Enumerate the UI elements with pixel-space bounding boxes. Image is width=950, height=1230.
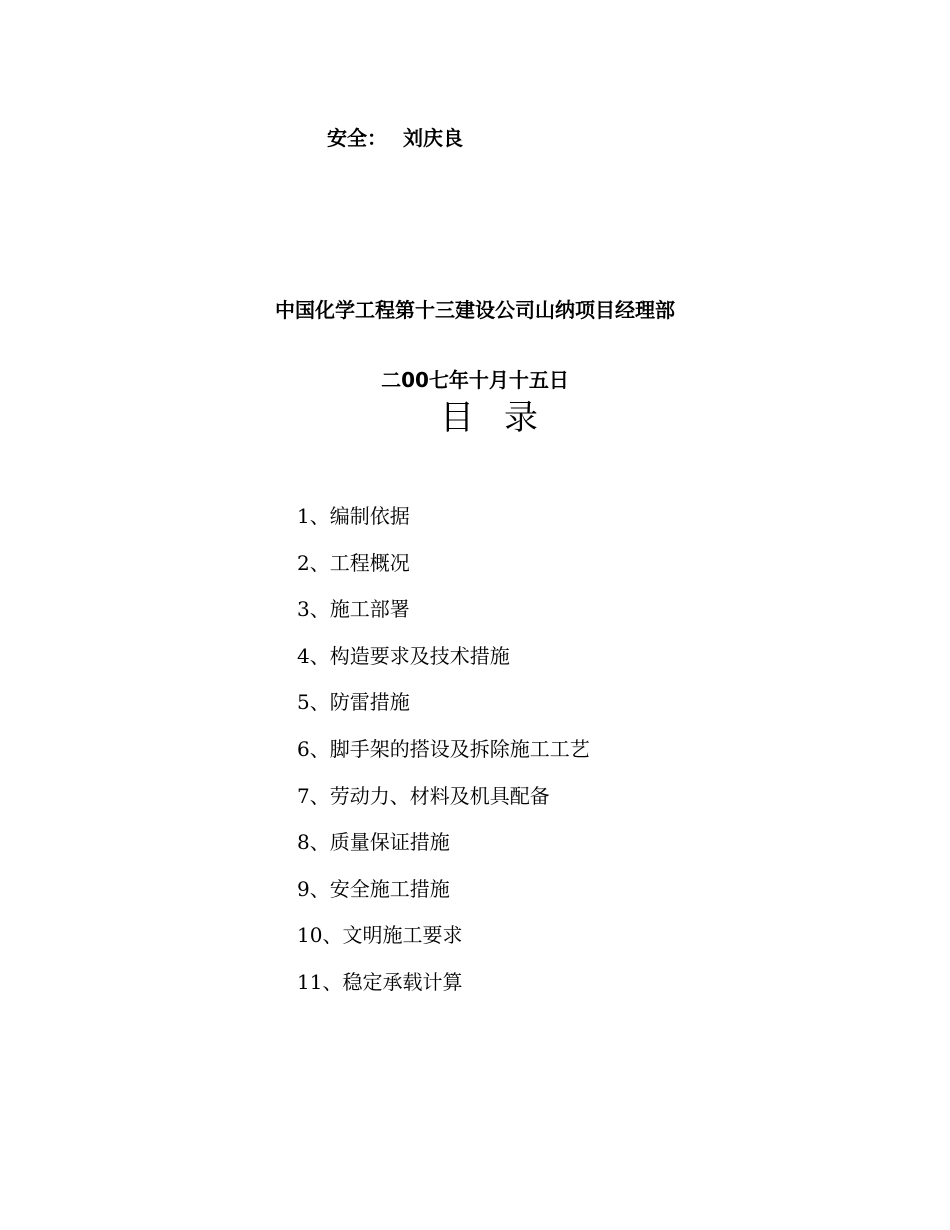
toc-item: 8、质量保证措施 (297, 830, 450, 855)
toc-item: 2、工程概况 (297, 550, 410, 575)
toc-item: 3、施工部署 (297, 597, 410, 622)
toc-item: 10、文明施工要求 (297, 923, 463, 948)
toc-item: 11、稳定承载计算 (297, 969, 463, 994)
toc-item: 9、安全施工措施 (297, 876, 450, 901)
document-date: 二00七年十月十五日 (381, 368, 569, 392)
safety-officer-name: 刘庆良 (403, 126, 463, 150)
table-of-contents (297, 502, 590, 1015)
toc-item: 7、劳动力、材料及机具配备 (297, 783, 550, 808)
safety-officer-line (327, 124, 463, 152)
toc-item: 6、脚手架的搭设及拆除施工工艺 (297, 736, 590, 761)
safety-label: 安全： (327, 126, 387, 150)
company-name: 中国化学工程第十三建设公司山纳项目经理部 (275, 298, 675, 322)
toc-title: 目录 (440, 398, 568, 438)
toc-item: 1、编制依据 (297, 504, 410, 528)
toc-item: 4、构造要求及技术措施 (297, 643, 510, 668)
toc-item: 5、防雷措施 (297, 690, 410, 715)
